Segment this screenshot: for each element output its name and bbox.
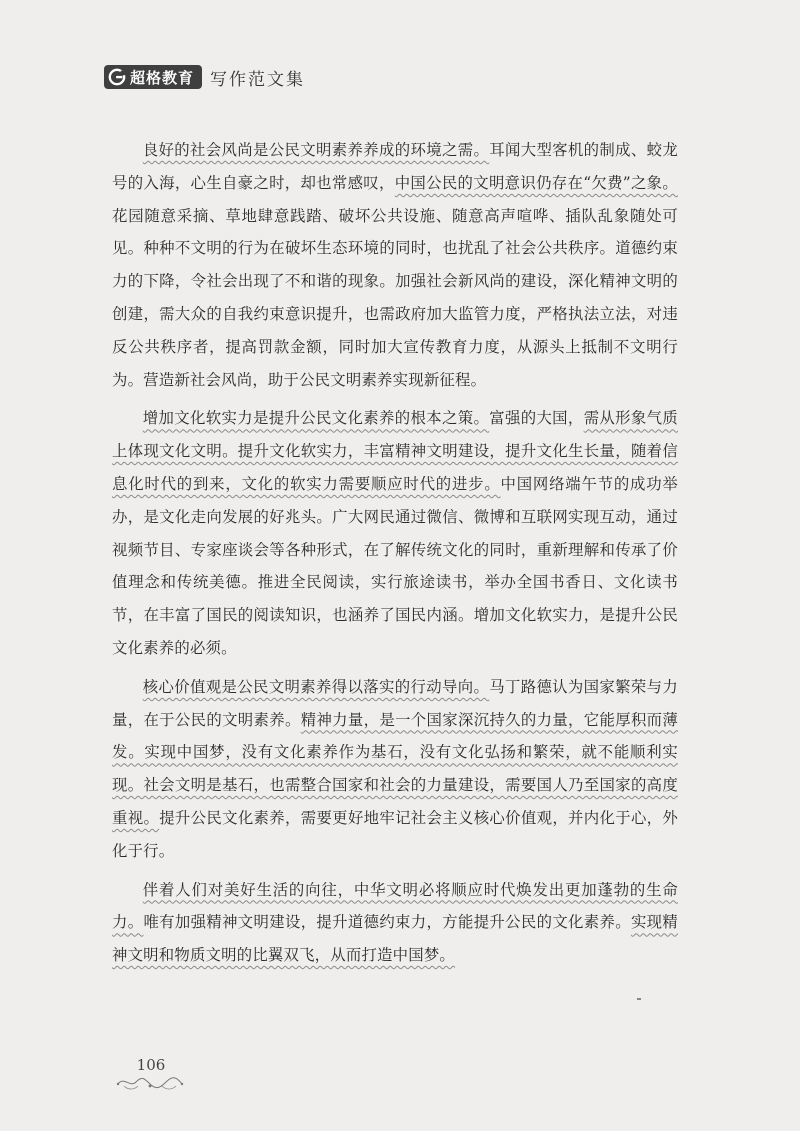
text-segment: 提升公民文化素养，需要更好地牢记社会主义核心价值观，并内化于心，外化于行。 xyxy=(112,808,678,860)
logo-g-icon xyxy=(108,68,126,86)
text-segment: 花园随意采摘、草地肆意践踏、破坏公共设施、随意高声喧哗、插队乱象随处可见。种种不文明的行为在破坏生态环境的同时，也扰乱了社会公共秩序。道德约束力的下降，令社会出现了不和谐的现象。加强社会新风尚的建设，深化精神文明的创建，需大众的自我约束意识提升，也需政府加大监管力度，严格执法立法，对违反公共秩序者，提高罚款金额，同时加大宣传教育力度，从源头上抵制不文明行为。营造新社会风尚，助于公民文明素养实现新征程。 xyxy=(112,206,678,389)
essay-paragraph xyxy=(112,874,678,972)
text-segment: 唯有加强精神文明建设，提升道德约束力，方能提升公民的文化素养。 xyxy=(143,913,631,932)
essay-body xyxy=(112,134,678,978)
text-segment: 中国网络端午节的成功举办，是文化走向发展的好兆头。广大网民通过微信、微博和互联网实现互动，通过视频节目、专家座谈会等各种形式，在了解传统文化的同时，重新理解和传承了价值理念和传统美德。推进全民阅读，实行旅途读书，举办全国书香日、文化读书节，在丰富了国民的阅读知识，也涵养了国民内涵。增加文化软实力，是提升公民文化素养的必须。 xyxy=(112,474,678,657)
underlined-sentence: 核心价值观是公民文明素养得以落实的行动导向。 xyxy=(142,677,490,696)
logo-text: 超格教育 xyxy=(130,68,195,87)
essay-paragraph xyxy=(112,671,678,868)
text-segment: 马丁路德认为国家繁荣与力量，在于公民的文明素养。 xyxy=(112,677,678,729)
text-segment: 富强的大国， xyxy=(489,409,584,428)
essay-paragraph xyxy=(112,402,678,664)
underlined-sentence: 实现精神文明和物质文明的比翼双飞，从而打造中国梦。 xyxy=(112,913,678,965)
page-footer xyxy=(114,1056,186,1092)
stray-mark xyxy=(637,998,641,1000)
underlined-sentence: 精神力量，是一个国家深沉持久的力量，它能厚积而薄发。实现中国梦，没有文化素养作为基石，没有文化弘扬和繁荣，就不能顺利实现。社会文明是基石，也需整合国家和社会的力量建设，需要国人乃至国家的高度重视。 xyxy=(112,710,678,827)
publisher-logo xyxy=(104,65,202,89)
underlined-sentence: 增加文化软实力是提升公民文化素养的根本之策。 xyxy=(142,409,490,428)
underlined-sentence: 良好的社会风尚是公民文明素养养成的环境之需。 xyxy=(142,141,490,159)
page-number-ornament-icon xyxy=(114,1072,186,1090)
text-segment: 耳闻大型客机的制成、蛟龙号的入海，心生自豪之时，却也常感叹， xyxy=(112,141,678,192)
page-header xyxy=(104,64,305,90)
underlined-sentence: 需从形象气质上体现文化文明。提升文化软实力，丰富精神文明建设，提升文化生长量，随着信息化时代的到来，文化的软实力需要顺应时代的进步。 xyxy=(112,409,679,493)
page-number: 106 xyxy=(136,1056,166,1074)
series-title: 写作范文集 xyxy=(210,69,306,90)
underlined-sentence: 中国公民的文明意识仍存在“欠费”之象。 xyxy=(394,173,678,192)
essay-paragraph xyxy=(112,134,678,396)
underlined-sentence: 伴着人们对美好生活的向往，中华文明必将顺应时代焕发出更加蓬勃的生命力。 xyxy=(112,880,678,932)
